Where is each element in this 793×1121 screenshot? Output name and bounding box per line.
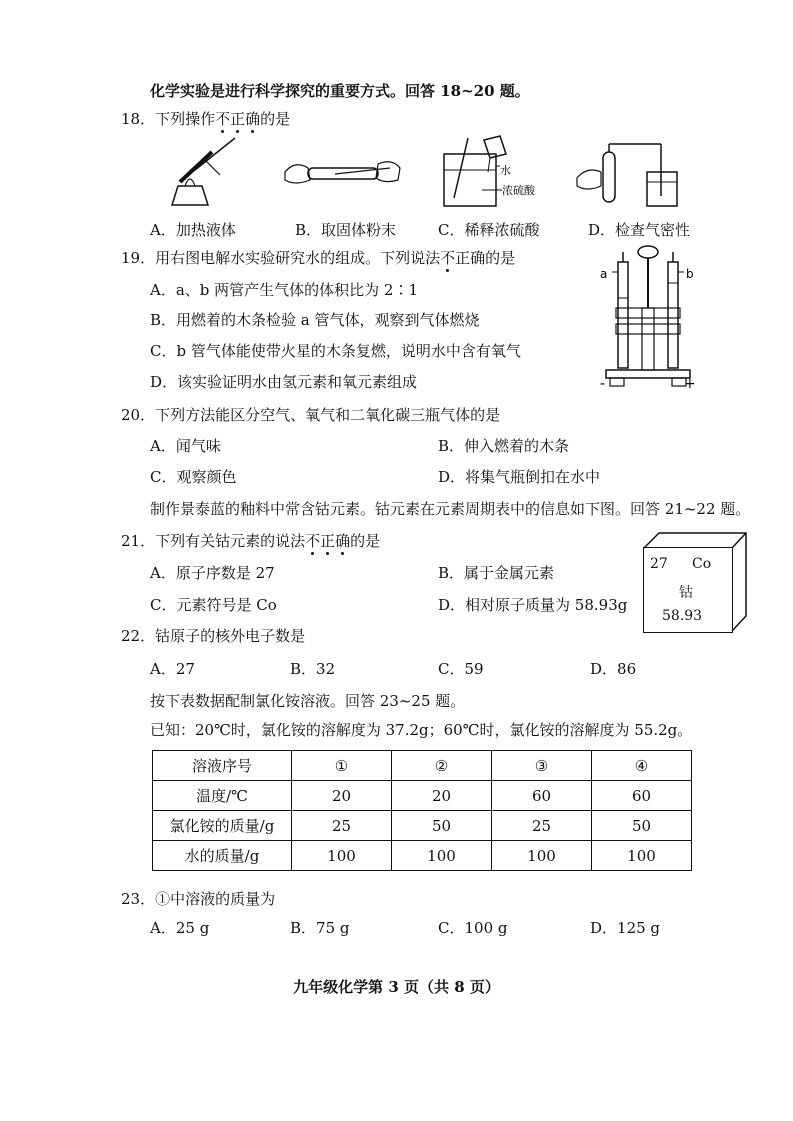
anode-label: + <box>684 376 696 390</box>
q22-option-c: C．59 <box>438 660 484 678</box>
row-header: 氯化铵的质量/g <box>153 811 292 841</box>
question-number: 22． <box>121 627 156 645</box>
table-cell: 25 <box>292 811 392 841</box>
table-row <box>153 811 692 841</box>
q21-option-d: D．相对原子质量为 58.93g <box>438 596 628 614</box>
heating-liquid-figure <box>150 130 240 212</box>
emphasis-char: 确 <box>335 532 351 550</box>
solution-table <box>152 750 692 871</box>
q21-option-c: C．元素符号是 Co <box>150 596 277 614</box>
emphasis-char: 不 <box>215 110 231 128</box>
question-number: 21． <box>121 532 156 550</box>
q19-option-b: B．用燃着的木条检验 a 管气体，观察到气体燃烧 <box>150 311 480 329</box>
atomic-number: 27 <box>650 556 668 572</box>
section-intro-21-22: 制作景泰蓝的釉料中常含钴元素。钴元素在元素周期表中的信息如下图。回答 21~22 题。 <box>150 500 751 518</box>
table-cell: 100 <box>592 841 692 871</box>
q18-option-c: C．稀释浓硫酸 <box>438 221 540 239</box>
stem-text: 下列方法能区分空气、氧气和二氧化碳三瓶气体的是 <box>155 406 501 424</box>
known-conditions: 已知：20℃时，氯化铵的溶解度为 37.2g；60℃时，氯化铵的溶解度为 55.2g。 <box>150 721 693 739</box>
q20-option-a: A．闻气味 <box>150 437 221 455</box>
emphasis-char: 不 <box>440 249 456 267</box>
q22-option-d: D．86 <box>590 660 637 678</box>
stem-text: 的是 <box>260 110 291 128</box>
atomic-mass: 58.93 <box>662 608 703 624</box>
question-19-stem <box>121 247 515 268</box>
table-cell: 50 <box>392 811 492 841</box>
stem-text: 正确的是 <box>455 249 516 267</box>
emphasis-char: 确 <box>245 110 261 128</box>
question-22-stem <box>121 625 305 646</box>
question-number: 23． <box>121 890 156 908</box>
q23-option-b: B．75 g <box>290 919 350 937</box>
table-cell: 60 <box>492 781 592 811</box>
section-intro-23-25: 按下表数据配制氯化铵溶液。回答 23~25 题。 <box>150 692 466 710</box>
stem-text: ①中溶液的质量为 <box>155 890 276 908</box>
stem-text: 用右图电解水实验研究水的组成。下列说法 <box>155 249 441 267</box>
q22-option-a: A．27 <box>150 660 195 678</box>
section-intro-18-20: 化学实验是进行科学探究的重要方式。回答 18~20 题。 <box>150 82 530 100</box>
q20-option-d: D．将集气瓶倒扣在水中 <box>438 468 601 486</box>
table-cell: 50 <box>592 811 692 841</box>
emphasis-char: 正 <box>230 110 246 128</box>
table-cell: ③ <box>492 751 592 781</box>
q19-option-a: A．a、b 两管产生气体的体积比为 2∶1 <box>150 281 419 299</box>
q18-option-a: A．加热液体 <box>150 221 236 239</box>
stem-text: 下列操作 <box>155 110 216 128</box>
table-cell: 20 <box>392 781 492 811</box>
q23-option-d: D．125 g <box>590 919 661 937</box>
tube-a-label: a <box>600 267 608 281</box>
tube-b-label: b <box>686 267 694 281</box>
table-cell: ④ <box>592 751 692 781</box>
emphasis-char: 正 <box>320 532 336 550</box>
q19-option-d: D．该实验证明水由氢元素和氧元素组成 <box>150 373 418 391</box>
page-footer: 九年级化学第 3 页（共 8 页） <box>293 978 500 996</box>
q20-option-c: C．观察颜色 <box>150 468 237 486</box>
table-row <box>153 781 692 811</box>
element-card <box>643 547 733 633</box>
cathode-label: - <box>600 376 606 390</box>
question-number: 18． <box>121 110 156 128</box>
q19-option-c: C．b 管气体能使带火星的木条复燃，说明水中含有氧气 <box>150 342 521 360</box>
row-header: 温度/℃ <box>153 781 292 811</box>
water-label: 水 <box>500 164 511 177</box>
stem-text: 钴原子的核外电子数是 <box>155 627 306 645</box>
table-cell: 20 <box>292 781 392 811</box>
q23-option-c: C．100 g <box>438 919 508 937</box>
diluting-acid-figure <box>440 132 552 210</box>
electrolysis-apparatus-figure <box>598 238 698 390</box>
stem-text: 下列有关钴元素的说法 <box>155 532 306 550</box>
question-number: 20． <box>121 406 156 424</box>
q21-option-a: A．原子序数是 27 <box>150 564 275 582</box>
question-number: 19． <box>121 249 156 267</box>
row-header: 溶液序号 <box>153 751 292 781</box>
table-cell: 100 <box>292 841 392 871</box>
emphasis-char: 不 <box>305 532 321 550</box>
stem-text: 的是 <box>350 532 381 550</box>
table-cell: 100 <box>492 841 592 871</box>
question-23-stem <box>121 888 275 909</box>
table-cell: 60 <box>592 781 692 811</box>
q18-option-b: B．取固体粉末 <box>295 221 397 239</box>
q22-option-b: B．32 <box>290 660 336 678</box>
q20-option-b: B．伸入燃着的木条 <box>438 437 570 455</box>
taking-powder-figure <box>280 150 405 195</box>
element-symbol: Co <box>692 556 712 572</box>
airtightness-figure <box>575 138 685 208</box>
acid-label: 浓硫酸 <box>502 184 535 197</box>
table-cell: 25 <box>492 811 592 841</box>
element-name: 钴 <box>679 585 693 601</box>
q18-option-d: D．检查气密性 <box>588 221 691 239</box>
row-header: 水的质量/g <box>153 841 292 871</box>
question-20-stem <box>121 404 500 425</box>
question-21-stem <box>121 530 380 551</box>
table-row <box>153 751 692 781</box>
q23-option-a: A．25 g <box>150 919 210 937</box>
table-cell: ② <box>392 751 492 781</box>
question-18-stem <box>121 108 290 129</box>
table-row <box>153 841 692 871</box>
table-cell: ① <box>292 751 392 781</box>
q21-option-b: B．属于金属元素 <box>438 564 555 582</box>
table-cell: 100 <box>392 841 492 871</box>
